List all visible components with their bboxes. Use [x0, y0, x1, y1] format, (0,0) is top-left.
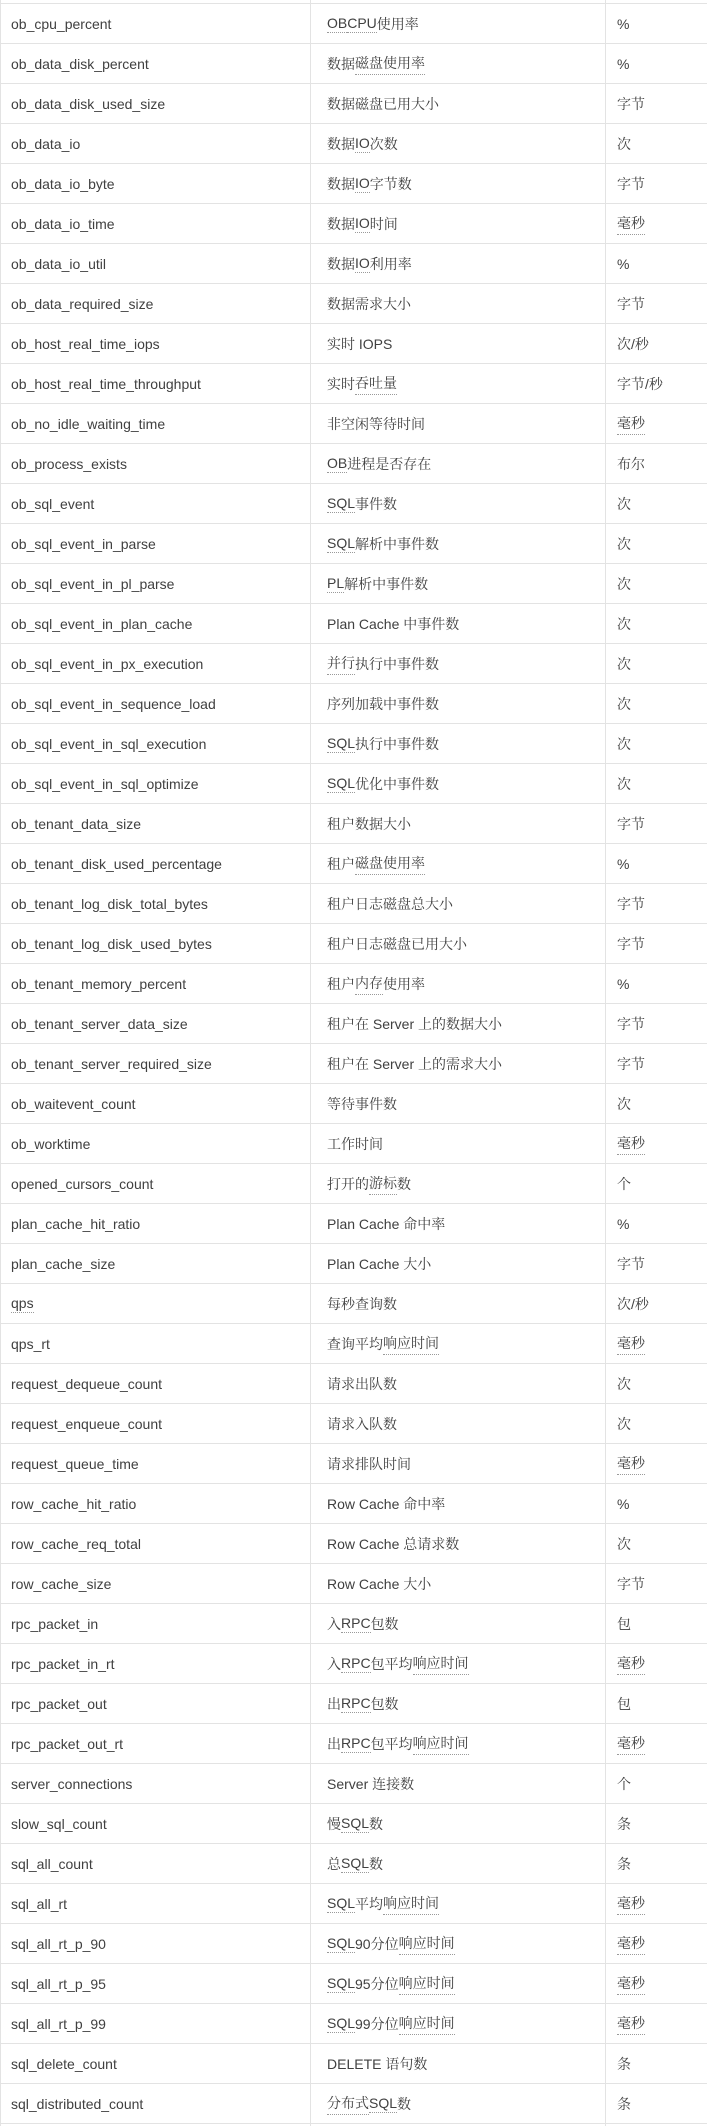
table-row — [1, 1804, 707, 1844]
glossary-term: IO — [355, 174, 370, 191]
table-row — [1, 1564, 707, 1604]
metric-description-cell: 慢 SQL 数 — [311, 1804, 606, 1843]
table-row — [1, 1204, 707, 1244]
metric-name-cell: rpc_packet_out_rt — [1, 1724, 311, 1763]
metric-unit-cell: 字节 — [617, 935, 645, 952]
glossary-term: SQL — [369, 2094, 398, 2111]
metric-name-cell: ob_sql_event_in_sequence_load — [1, 684, 311, 723]
table-row — [1, 644, 707, 684]
metric-unit-cell — [606, 1924, 707, 1963]
table-row — [1, 844, 707, 884]
glossary-term: SQL — [327, 1934, 356, 1951]
metric-description-cell: SQL 90分位 响应时间 — [311, 1924, 606, 1963]
metric-name-cell: opened_cursors_count — [1, 1164, 311, 1203]
glossary-term: PL — [327, 574, 345, 591]
table-row — [1, 764, 707, 804]
metric-name-cell — [1, 1284, 311, 1323]
table-row — [1, 1444, 707, 1484]
metric-name-cell: ob_data_io_byte — [1, 164, 311, 203]
metric-unit-cell: 次 — [617, 775, 631, 792]
table-row — [1, 564, 707, 604]
metric-unit-cell — [606, 1884, 707, 1923]
table-row — [1, 1724, 707, 1764]
metric-description-cell: 请求排队时间 — [311, 1444, 606, 1483]
metric-name-cell: ob_sql_event_in_plan_cache — [1, 604, 311, 643]
metric-name-cell: ob_tenant_server_data_size — [1, 1004, 311, 1043]
metric-name-cell: ob_data_io_time — [1, 204, 311, 243]
metric-description-cell: 请求入队数 — [311, 1404, 606, 1443]
glossary-term: 并行 — [327, 653, 355, 675]
metric-description-cell: SQL 优化中事件数 — [311, 764, 606, 803]
metric-description-cell: 等待事件数 — [311, 1084, 606, 1123]
metric-unit-cell: 次 — [617, 615, 631, 632]
glossary-term: IO — [355, 134, 370, 151]
metric-unit-cell: 次 — [617, 655, 631, 672]
metric-name-cell: ob_tenant_disk_used_percentage — [1, 844, 311, 883]
table-row — [1, 884, 707, 924]
glossary-term: 磁盘使用率 — [355, 853, 425, 875]
metric-unit-cell: 次/秒 — [617, 335, 649, 352]
glossary-term: OB — [327, 454, 348, 471]
table-row — [1, 204, 707, 244]
metric-description-cell: 数据 IO 时间 — [311, 204, 606, 243]
glossary-term: 响应时间 — [399, 1973, 455, 1995]
metric-unit-cell: 条 — [617, 1855, 631, 1872]
metric-description-cell: 数据 IO 利用率 — [311, 244, 606, 283]
glossary-term: RPC — [341, 1694, 371, 1711]
metric-name-cell: ob_host_real_time_throughput — [1, 364, 311, 403]
table-row — [1, 244, 707, 284]
metric-unit-cell: 次 — [617, 1375, 631, 1392]
glossary-term: RPC — [341, 1614, 371, 1631]
metric-description-cell: 请求出队数 — [311, 1364, 606, 1403]
metric-name-cell: ob_data_io — [1, 124, 311, 163]
metric-unit-cell: % — [617, 255, 630, 272]
metric-name-cell: ob_data_disk_used_size — [1, 84, 311, 123]
glossary-term: IO — [355, 214, 370, 231]
table-row — [1, 1844, 707, 1884]
glossary-term: 毫秒 — [617, 1973, 645, 1995]
metric-unit-cell: % — [617, 855, 630, 872]
metric-description-cell: OB CPU 使用率 — [311, 4, 606, 43]
glossary-term: 响应时间 — [413, 1653, 469, 1675]
metric-name-cell: server_connections — [1, 1764, 311, 1803]
metric-description-cell: SQL 平均 响应时间 — [311, 1884, 606, 1923]
metric-name-cell: ob_waitevent_count — [1, 1084, 311, 1123]
metric-name-cell: ob_data_disk_percent — [1, 44, 311, 83]
metric-name-cell: rpc_packet_in_rt — [1, 1644, 311, 1683]
metric-unit-cell: 条 — [617, 2095, 631, 2112]
table-row — [1, 1964, 707, 2004]
metric-description-cell: 数据 IO 次数 — [311, 124, 606, 163]
metric-name-cell: ob_tenant_log_disk_total_bytes — [1, 884, 311, 923]
table-row — [1, 804, 707, 844]
metric-description-cell: Row Cache 命中率 — [311, 1484, 606, 1523]
metric-name-cell: sql_all_rt_p_95 — [1, 1964, 311, 2003]
table-row — [1, 1164, 707, 1204]
metric-name-cell: ob_sql_event_in_pl_parse — [1, 564, 311, 603]
metric-description-cell: Plan Cache 中事件数 — [311, 604, 606, 643]
glossary-term: SQL — [327, 494, 356, 511]
metric-unit-cell — [606, 1324, 707, 1363]
glossary-term: 毫秒 — [617, 1333, 645, 1355]
metric-description-cell: 租户在 Server 上的需求大小 — [311, 1044, 606, 1083]
metric-description-cell: Plan Cache 命中率 — [311, 1204, 606, 1243]
metric-unit-cell — [606, 1724, 707, 1763]
metric-unit-cell: 字节 — [617, 1055, 645, 1072]
table-row — [1, 1764, 707, 1804]
glossary-term: 磁盘使用率 — [355, 53, 425, 75]
metric-unit-cell — [606, 1644, 707, 1683]
metric-description-cell: 数据 磁盘使用率 — [311, 44, 606, 83]
table-row — [1, 1284, 707, 1324]
metric-name-cell: slow_sql_count — [1, 1804, 311, 1843]
table-row — [1, 404, 707, 444]
table-row — [1, 524, 707, 564]
metric-description-cell: 租户数据大小 — [311, 804, 606, 843]
glossary-term: 毫秒 — [617, 1453, 645, 1475]
table-row — [1, 324, 707, 364]
metric-description-cell: Row Cache 大小 — [311, 1564, 606, 1603]
glossary-term: SQL — [341, 1814, 370, 1831]
metric-name-cell: ob_data_io_util — [1, 244, 311, 283]
metric-description-cell: 租户 内存 使用率 — [311, 964, 606, 1003]
metric-name-cell: sql_all_count — [1, 1844, 311, 1883]
metric-name-cell: ob_no_idle_waiting_time — [1, 404, 311, 443]
metric-unit-cell: 次 — [617, 575, 631, 592]
metric-unit-cell: % — [617, 15, 630, 32]
metric-name-cell: qps_rt — [1, 1324, 311, 1363]
metric-description-cell: 总 SQL 数 — [311, 1844, 606, 1883]
metric-name-cell: sql_distributed_count — [1, 2084, 311, 2123]
table-row — [1, 1484, 707, 1524]
table-row — [1, 444, 707, 484]
metric-unit-cell: 字节 — [617, 815, 645, 832]
metric-description-cell: 非空闲等待时间 — [311, 404, 606, 443]
table-row — [1, 1644, 707, 1684]
metric-description-cell: SQL 执行中事件数 — [311, 724, 606, 763]
metric-unit-cell: 包 — [617, 1615, 631, 1632]
metric-description-cell: 工作时间 — [311, 1124, 606, 1163]
metric-name-cell: sql_all_rt — [1, 1884, 311, 1923]
metric-unit-cell: 次/秒 — [617, 1295, 649, 1312]
metric-unit-cell: 字节 — [617, 1575, 645, 1592]
metric-unit-cell — [606, 1964, 707, 2003]
metric-description-cell: 分布式 SQL 数 — [311, 2084, 606, 2123]
glossary-term: 响应时间 — [413, 1733, 469, 1755]
metric-name-cell: ob_worktime — [1, 1124, 311, 1163]
table-row — [1, 964, 707, 1004]
metric-unit-cell: 次 — [617, 535, 631, 552]
metric-unit-cell: 次 — [617, 1095, 631, 1112]
metric-unit-cell — [606, 0, 707, 3]
metric-description-cell: SQL 解析中事件数 — [311, 524, 606, 563]
metric-description-cell: OB 进程是否存在 — [311, 444, 606, 483]
glossary-term: IO — [355, 254, 370, 271]
metric-name-cell: sql_all_rt_p_99 — [1, 2004, 311, 2043]
metric-description-cell: 入 RPC 包数 — [311, 1604, 606, 1643]
metric-unit-cell: 个 — [617, 1175, 631, 1192]
metric-name-cell: ob_sql_event_in_parse — [1, 524, 311, 563]
metric-unit-cell: 字节/秒 — [617, 375, 663, 392]
metric-unit-cell: % — [617, 1495, 630, 1512]
table-row — [1, 2044, 707, 2084]
table-row — [1, 1244, 707, 1284]
metric-unit-cell — [606, 1124, 707, 1163]
metric-unit-cell: % — [617, 55, 630, 72]
glossary-term: 分布式 — [327, 2093, 369, 2115]
metric-description-cell: 数据磁盘已用大小 — [311, 84, 606, 123]
glossary-term: 响应时间 — [399, 1933, 455, 1955]
metric-description-cell: Server 连接数 — [311, 1764, 606, 1803]
metric-description-cell: SQL 95分位 响应时间 — [311, 1964, 606, 2003]
metric-name-cell: ob_data_required_size — [1, 284, 311, 323]
metric-description-cell: 每秒查询数 — [311, 1284, 606, 1323]
glossary-term: SQL — [327, 734, 356, 751]
metric-unit-cell: % — [617, 975, 630, 992]
glossary-term: qps — [11, 1294, 34, 1311]
glossary-term: 毫秒 — [617, 2013, 645, 2035]
metric-unit-cell — [606, 1444, 707, 1483]
metric-description-cell: 出 RPC 包数 — [311, 1684, 606, 1723]
table-row — [1, 1524, 707, 1564]
table-row — [1, 924, 707, 964]
table-row — [1, 124, 707, 164]
glossary-term: OB — [327, 14, 348, 31]
metric-unit-cell: 次 — [617, 495, 631, 512]
table-row — [1, 1124, 707, 1164]
table-row — [1, 484, 707, 524]
metric-name-cell: request_dequeue_count — [1, 1364, 311, 1403]
metric-description-cell: 实时 IOPS — [311, 324, 606, 363]
metric-name-cell: ob_host_real_time_iops — [1, 324, 311, 363]
glossary-term: SQL — [327, 534, 356, 551]
table-row — [1, 1604, 707, 1644]
metric-name-cell: rpc_packet_in — [1, 1604, 311, 1643]
metric-name-cell: row_cache_hit_ratio — [1, 1484, 311, 1523]
metric-unit-cell — [606, 204, 707, 243]
glossary-term: 毫秒 — [617, 1893, 645, 1915]
metric-name-cell: ob_process_exists — [1, 444, 311, 483]
metric-description-cell: SQL 99分位 响应时间 — [311, 2004, 606, 2043]
metric-unit-cell: 次 — [617, 1415, 631, 1432]
table-row — [1, 2004, 707, 2044]
metric-description-cell — [311, 0, 606, 3]
metric-unit-cell: 字节 — [617, 95, 645, 112]
metric-unit-cell: 个 — [617, 1775, 631, 1792]
glossary-term: 响应时间 — [383, 1333, 439, 1355]
metric-description-cell: Plan Cache 大小 — [311, 1244, 606, 1283]
metric-name-cell: ob_sql_event_in_sql_optimize — [1, 764, 311, 803]
metric-name-cell: ob_tenant_log_disk_used_bytes — [1, 924, 311, 963]
glossary-term: RPC — [341, 1734, 371, 1751]
glossary-term: 响应时间 — [383, 1893, 439, 1915]
glossary-term: SQL — [341, 1854, 370, 1871]
metric-description-cell: 序列加载中事件数 — [311, 684, 606, 723]
metric-name-cell — [1, 0, 311, 3]
metric-unit-cell: 条 — [617, 1815, 631, 1832]
metric-description-cell: 租户在 Server 上的数据大小 — [311, 1004, 606, 1043]
metric-name-cell: ob_sql_event_in_sql_execution — [1, 724, 311, 763]
glossary-term: 毫秒 — [617, 413, 645, 435]
table-row — [1, 1044, 707, 1084]
metric-unit-cell: % — [617, 1215, 630, 1232]
metric-unit-cell — [606, 2004, 707, 2043]
metric-name-cell: sql_delete_count — [1, 2044, 311, 2083]
glossary-term: 游标 — [369, 1173, 397, 1195]
glossary-term: SQL — [327, 1974, 356, 1991]
metric-name-cell: ob_tenant_memory_percent — [1, 964, 311, 1003]
metric-name-cell: ob_sql_event_in_px_execution — [1, 644, 311, 683]
metric-unit-cell: 字节 — [617, 175, 645, 192]
table-row — [1, 44, 707, 84]
table-row — [1, 1324, 707, 1364]
metric-description-cell: 打开的 游标 数 — [311, 1164, 606, 1203]
metric-unit-cell: 包 — [617, 1695, 631, 1712]
glossary-term: 吞吐量 — [355, 373, 397, 395]
metric-name-cell: request_queue_time — [1, 1444, 311, 1483]
table-body — [1, 4, 707, 2124]
metric-name-cell: request_enqueue_count — [1, 1404, 311, 1443]
metric-description-cell: 出 RPC 包平均 响应时间 — [311, 1724, 606, 1763]
glossary-term: SQL — [327, 2014, 356, 2031]
table-row — [1, 724, 707, 764]
metric-unit-cell: 字节 — [617, 295, 645, 312]
glossary-term: CPU — [347, 14, 377, 31]
table-row — [1, 1924, 707, 1964]
metric-description-cell: 并行 执行中事件数 — [311, 644, 606, 683]
metric-unit-cell: 次 — [617, 695, 631, 712]
table-row — [1, 604, 707, 644]
glossary-term: 毫秒 — [617, 1933, 645, 1955]
glossary-term: 响应时间 — [399, 2013, 455, 2035]
metric-description-cell: Row Cache 总请求数 — [311, 1524, 606, 1563]
metric-name-cell: ob_tenant_server_required_size — [1, 1044, 311, 1083]
table-row — [1, 1084, 707, 1124]
metric-unit-cell: 布尔 — [617, 455, 645, 472]
table-row — [1, 1404, 707, 1444]
metric-unit-cell: 次 — [617, 1535, 631, 1552]
metric-description-cell: 租户日志磁盘总大小 — [311, 884, 606, 923]
table-row — [1, 1684, 707, 1724]
table-row — [1, 1884, 707, 1924]
metric-name-cell: ob_sql_event — [1, 484, 311, 523]
metric-description-cell: 数据 IO 字节数 — [311, 164, 606, 203]
metric-description-cell: 查询平均 响应时间 — [311, 1324, 606, 1363]
table-row — [1, 1004, 707, 1044]
metric-name-cell: rpc_packet_out — [1, 1684, 311, 1723]
glossary-term: 毫秒 — [617, 213, 645, 235]
metric-description-cell: 数据需求大小 — [311, 284, 606, 323]
table-row — [1, 364, 707, 404]
metric-unit-cell: 字节 — [617, 1255, 645, 1272]
table-row — [1, 284, 707, 324]
metric-unit-cell: 次 — [617, 135, 631, 152]
glossary-term: SQL — [327, 774, 356, 791]
metric-name-cell: plan_cache_hit_ratio — [1, 1204, 311, 1243]
glossary-term: 毫秒 — [617, 1133, 645, 1155]
metric-description-cell: PL 解析中事件数 — [311, 564, 606, 603]
metric-unit-cell: 字节 — [617, 895, 645, 912]
metric-description-cell: 租户日志磁盘已用大小 — [311, 924, 606, 963]
metric-description-cell: 实时 吞吐量 — [311, 364, 606, 403]
table-row — [1, 4, 707, 44]
metric-description-cell: SQL 事件数 — [311, 484, 606, 523]
table-row — [1, 84, 707, 124]
metric-unit-cell: 次 — [617, 735, 631, 752]
metric-name-cell: row_cache_req_total — [1, 1524, 311, 1563]
glossary-term: 毫秒 — [617, 1653, 645, 1675]
metric-unit-cell: 条 — [617, 2055, 631, 2072]
metric-description-cell: 租户 磁盘使用率 — [311, 844, 606, 883]
metric-name-cell: row_cache_size — [1, 1564, 311, 1603]
metric-name-cell: ob_cpu_percent — [1, 4, 311, 43]
metric-name-cell: ob_tenant_data_size — [1, 804, 311, 843]
table-row — [1, 2084, 707, 2124]
table-row — [1, 1364, 707, 1404]
glossary-term: 毫秒 — [617, 1733, 645, 1755]
metric-unit-cell: 字节 — [617, 1015, 645, 1032]
glossary-term: RPC — [341, 1654, 371, 1671]
metric-name-cell: sql_all_rt_p_90 — [1, 1924, 311, 1963]
metric-description-cell: 入 RPC 包平均 响应时间 — [311, 1644, 606, 1683]
metric-description-cell: DELETE 语句数 — [311, 2044, 606, 2083]
table-row — [1, 164, 707, 204]
metric-unit-cell — [606, 404, 707, 443]
glossary-term: SQL — [327, 1894, 356, 1911]
metric-name-cell: plan_cache_size — [1, 1244, 311, 1283]
table-row — [1, 684, 707, 724]
glossary-term: 内存 — [355, 973, 383, 995]
